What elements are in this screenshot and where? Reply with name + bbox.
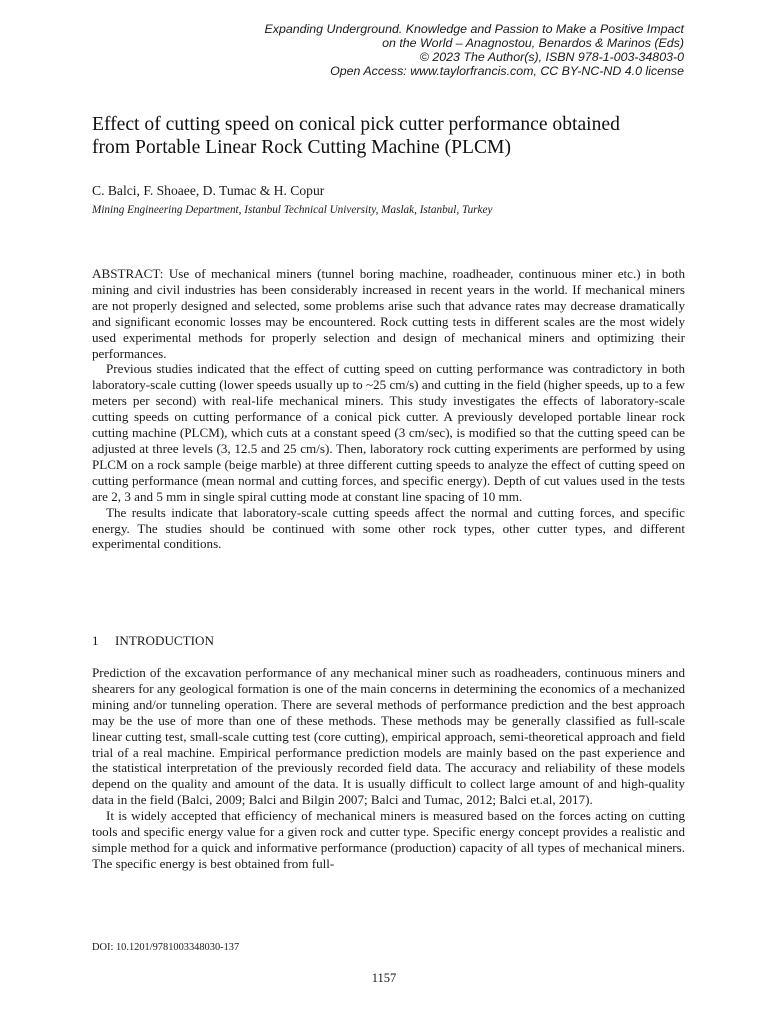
section-heading-introduction — [92, 633, 214, 649]
section-title: INTRODUCTION — [115, 633, 214, 648]
introduction-body — [92, 665, 685, 872]
author-list: C. Balci, F. Shoaee, D. Tumac & H. Copur — [92, 183, 325, 198]
paper-title — [92, 113, 692, 159]
page-number: 1157 — [371, 971, 397, 985]
header-line: Expanding Underground. Knowledge and Passion to Make a Positive Impact — [264, 22, 684, 36]
abstract-paragraph: The results indicate that laboratory-scale cutting speeds affect the normal and cutting forces, and specific energy. The studies should be continued with some other rock types, other cutter types, and different experimental conditions. — [92, 504, 685, 552]
abstract-section — [92, 266, 685, 552]
section-number: 1 — [92, 633, 99, 648]
author-affiliation: Mining Engineering Department, Istanbul Technical University, Maslak, Istanbul, Turkey — [92, 204, 493, 216]
header-line: on the World – Anagnostou, Benardos & Marinos (Eds) — [382, 36, 684, 50]
title-line: Effect of cutting speed on conical pick cutter performance obtained — [92, 114, 620, 135]
doi-footer: DOI: 10.1201/9781003348030-137 — [92, 942, 240, 953]
body-paragraph: Prediction of the excavation performance of any mechanical miner such as roadheaders, continuous miners and shearers for any geological formation is one of the main concerns in determining the economics of a mechanized mining and/or tunneling operation. There are several methods of performance prediction and the best approach may be the use of more than one of these methods. These methods may be generally classified as full-scale linear cutting test, small-scale cutting test (core cutting), empirical approach, semi-theoretical approach and field trial of a real machine. Empirical performance prediction models are mainly based on the past experience and the statistical interpretation of the previously recorded field data. The accuracy and reliability of these models depend on the quality and amount of the data. It is usually difficult to collect large amount of and high-quality data in the field (Balci, 2009; Balci and Bilgin 2007; Balci and Tumac, 2012; Balci et.al, 2017). — [92, 665, 685, 808]
running-header — [164, 22, 684, 78]
body-paragraph: It is widely accepted that efficiency of mechanical miners is measured based on the forces acting on cutting tools and specific energy value for a given rock and cutter type. Specific energy concept provides a realistic and simple method for a quick and informative performance (production) capacity of all types of mechanical miners. The specific energy is best obtained from full- — [92, 808, 685, 871]
header-line: Open Access: www.taylorfrancis.com, CC BY-NC-ND 4.0 license — [330, 64, 684, 78]
abstract-paragraph: Previous studies indicated that the effect of cutting speed on cutting performance was contradictory in both laboratory-scale cutting (lower speeds usually up to ~25 cm/s) and cutting in the field (higher speeds, up to a few meters per second) with real-life mechanical miners. This study investigates the effects of laboratory-scale cutting speeds on cutting performance of a conical pick cutter. A previously developed portable linear rock cutting machine (PLCM), which cuts at a constant speed (3 cm/sec), is modified so that the cutting speed can be adjusted at three levels (3, 12.5 and 25 cm/s). Then, laboratory rock cutting experiments are performed by using PLCM on a rock sample (beige marble) at three different cutting speeds to analyze the effect of cutting speed on cutting performance (mean normal and cutting forces, and specific energy). Depth of cut values used in the tests are 2, 3 and 5 mm in single spiral cutting mode at constant line spacing of 10 mm. — [92, 361, 685, 504]
header-line: © 2023 The Author(s), ISBN 978-1-003-34803-0 — [419, 50, 684, 64]
abstract-paragraph: ABSTRACT: Use of mechanical miners (tunnel boring machine, roadheader, continuous miner etc.) in both mining and civil industries has been considerably increased in recent years in the world. If mechanical miners are not properly designed and selected, some problems arise such that advance rates may decrease dramatically and significant economic losses may be encountered. Rock cutting tests in different scales are the most widely used experimental methods for properly selection and design of mechanical miners and optimizing their performances. — [92, 266, 685, 361]
title-line: from Portable Linear Rock Cutting Machine (PLCM) — [92, 137, 512, 158]
